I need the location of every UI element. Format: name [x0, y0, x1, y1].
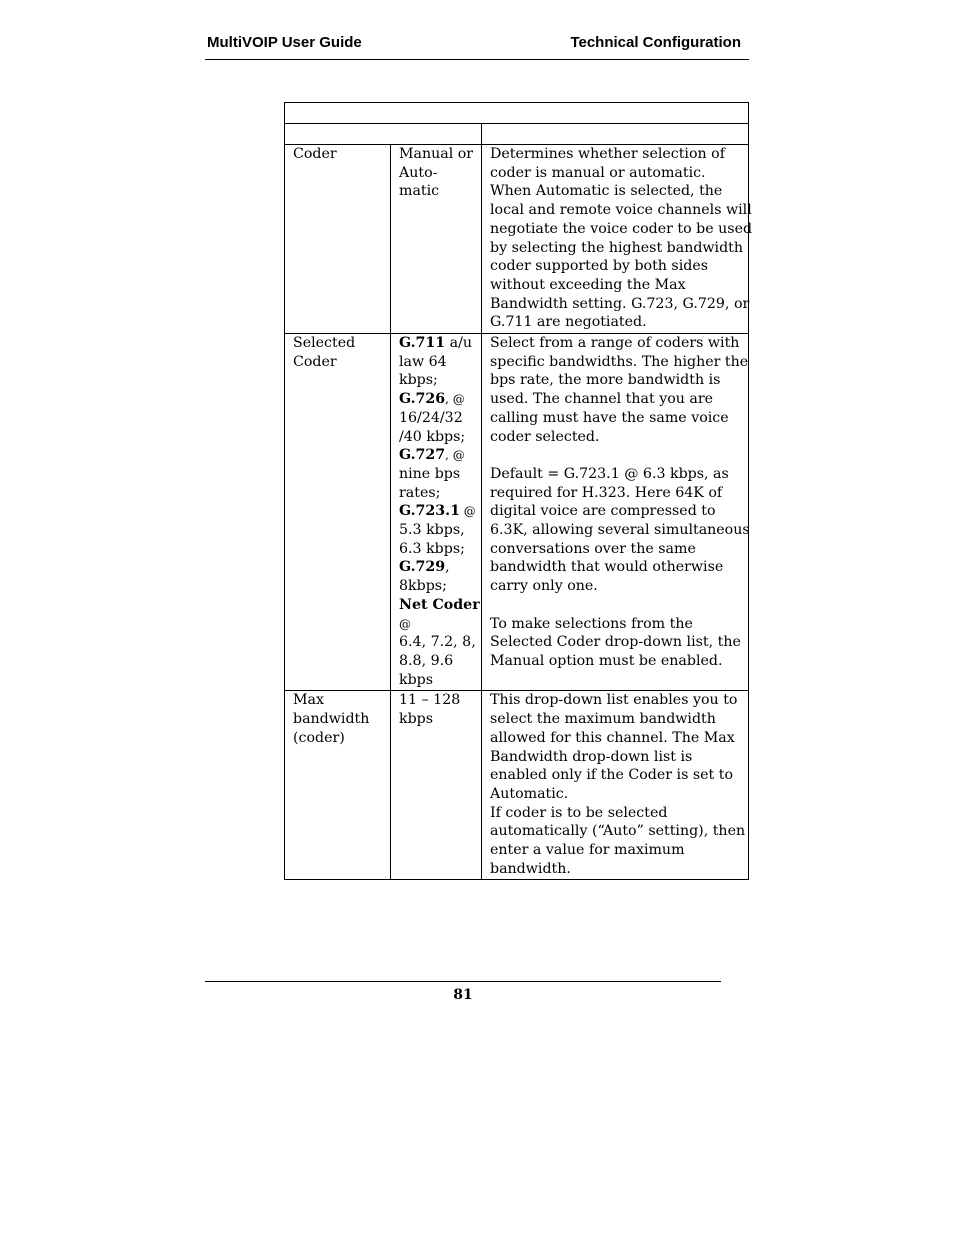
- value-line: [399, 710, 477, 729]
- value-line: [399, 182, 477, 201]
- table-row: [285, 691, 749, 880]
- description-cell: [482, 145, 753, 334]
- field-name-line: Coder: [293, 353, 337, 370]
- values-cell: [391, 691, 482, 880]
- description-line: coder selected.: [490, 428, 600, 445]
- value-text: a/u: [445, 335, 473, 352]
- value-text: , @: [445, 392, 465, 407]
- value-line: [399, 577, 477, 596]
- value-text: 8kbps;: [399, 578, 447, 595]
- value-text: 8.8, 9.6: [399, 652, 454, 669]
- description-line: allowed for this channel. The Max: [490, 729, 735, 746]
- description-line: bandwidth.: [490, 860, 571, 877]
- value-line: [399, 465, 477, 484]
- paragraph-gap: [490, 446, 744, 465]
- value-text: nine bps: [399, 465, 461, 482]
- description-line: Manual option must be enabled.: [490, 652, 723, 669]
- value-emphasis: G.726: [399, 391, 446, 408]
- values-cell: [391, 145, 482, 334]
- description-line: G.711 are negotiated.: [490, 314, 647, 331]
- guide-title: MultiVOIP User Guide: [207, 34, 362, 51]
- description-line: local and remote voice channels will: [490, 202, 752, 219]
- value-line: [399, 145, 477, 164]
- value-text: Manual or: [399, 146, 474, 162]
- field-name-cell: [285, 145, 391, 334]
- description-line: When Automatic is selected, the: [490, 183, 723, 200]
- value-emphasis: G.723.1: [399, 503, 460, 520]
- value-line: [399, 691, 477, 710]
- table-header-row: [285, 124, 749, 145]
- value-text: kbps: [399, 671, 434, 688]
- description-line: To make selections from the: [490, 615, 693, 632]
- description-line: select the maximum bandwidth: [490, 711, 716, 728]
- field-name-cell: [285, 334, 391, 691]
- description-cell: [482, 691, 749, 880]
- value-line: [399, 371, 477, 390]
- field-name-line: Max: [293, 692, 324, 709]
- value-emphasis: G.727: [399, 447, 446, 464]
- value-text: /40 kbps;: [399, 428, 466, 445]
- description-line: calling must have the same voice: [490, 409, 729, 426]
- field-name-line: Selected: [293, 335, 356, 352]
- description-line: coder is manual or automatic.: [490, 164, 706, 181]
- value-text: kbps;: [399, 372, 438, 389]
- value-emphasis: Net Coder: [399, 596, 480, 613]
- description-line: required for H.323. Here 64K of: [490, 484, 723, 501]
- value-line: [399, 353, 477, 372]
- value-text: matic: [399, 183, 440, 200]
- value-text: 11 – 128: [399, 692, 461, 709]
- description-line: conversations over the same: [490, 540, 696, 557]
- footer-rule: [205, 981, 721, 982]
- configuration-table: [284, 102, 753, 880]
- description-line: carry only one.: [490, 578, 598, 595]
- field-name-line: bandwidth: [293, 711, 370, 728]
- field-name-cell: [285, 691, 391, 880]
- description-line: used. The channel that you are: [490, 391, 714, 408]
- description-line: Select from a range of coders with: [490, 335, 740, 352]
- value-line: [399, 671, 477, 690]
- table-row: [285, 334, 749, 691]
- field-name-line: (coder): [293, 729, 345, 746]
- page-number: 81: [453, 987, 473, 1003]
- value-line: [399, 652, 477, 671]
- value-text: , @: [445, 448, 465, 463]
- value-text: 16/24/32: [399, 409, 463, 426]
- value-line: [399, 409, 477, 428]
- value-emphasis: G.711: [399, 335, 446, 352]
- description-line: Automatic.: [490, 785, 569, 802]
- values-cell: [391, 334, 482, 691]
- value-text: 6.3 kbps;: [399, 540, 465, 557]
- description-line: 6.3K, allowing several simultaneous: [490, 522, 750, 539]
- description-line: Default = G.723.1 @ 6.3 kbps, as: [490, 465, 729, 482]
- field-name-line: Coder: [293, 146, 337, 162]
- description-line: enabled only if the Coder is set to: [490, 767, 734, 784]
- value-emphasis: G.729: [399, 559, 446, 576]
- value-text: Auto-: [399, 164, 438, 181]
- column-header-description: [482, 124, 749, 145]
- description-line: bps rate, the more bandwidth is: [490, 372, 721, 389]
- value-text: 6.4, 7.2, 8,: [399, 634, 476, 651]
- value-line: [399, 428, 477, 447]
- description-line: bandwidth that would otherwise: [490, 559, 724, 576]
- description-line: If coder is to be selected: [490, 804, 668, 821]
- page-header: [205, 33, 749, 60]
- value-line: [399, 615, 477, 634]
- value-text: rates;: [399, 484, 441, 501]
- value-line: [399, 633, 477, 652]
- value-line: [399, 484, 477, 503]
- value-text: law 64: [399, 353, 447, 370]
- description-line: enter a value for maximum: [490, 842, 685, 859]
- value-line: [399, 390, 477, 409]
- section-title: Technical Configuration: [570, 34, 741, 51]
- value-line: [399, 521, 477, 540]
- value-line: [399, 558, 477, 577]
- table-row: [285, 145, 749, 334]
- table-title: [285, 103, 749, 124]
- table-title-row: [285, 103, 749, 124]
- column-header-field: [285, 124, 482, 145]
- description-line: digital voice are compressed to: [490, 503, 716, 520]
- description-line: coder supported by both sides: [490, 258, 709, 275]
- value-line: [399, 596, 480, 615]
- value-text: @: [459, 504, 476, 519]
- description-line: Bandwidth drop-down list is: [490, 748, 693, 765]
- description-line: by selecting the highest bandwidth: [490, 239, 744, 256]
- value-line: [399, 164, 477, 183]
- description-line: Bandwidth setting. G.723, G.729, or: [490, 295, 750, 312]
- value-line: [399, 334, 477, 353]
- description-line: specific bandwidths. The higher the: [490, 353, 749, 370]
- description-line: without exceeding the Max: [490, 276, 686, 293]
- description-line: Selected Coder drop-down list, the: [490, 634, 741, 651]
- description-cell: [482, 334, 749, 691]
- value-line: [399, 540, 477, 559]
- description-line: negotiate the voice coder to be used: [490, 220, 753, 237]
- description-line: This drop-down list enables you to: [490, 692, 738, 709]
- description-line: automatically (“Auto” setting), then: [490, 823, 746, 840]
- value-text: 5.3 kbps,: [399, 522, 465, 539]
- description-line: Determines whether selection of: [490, 146, 725, 162]
- paragraph-gap: [490, 596, 744, 615]
- value-line: [399, 502, 477, 521]
- value-line: [399, 446, 477, 465]
- value-text: @: [399, 616, 411, 631]
- value-text: kbps: [399, 711, 434, 728]
- value-text: ,: [445, 559, 450, 576]
